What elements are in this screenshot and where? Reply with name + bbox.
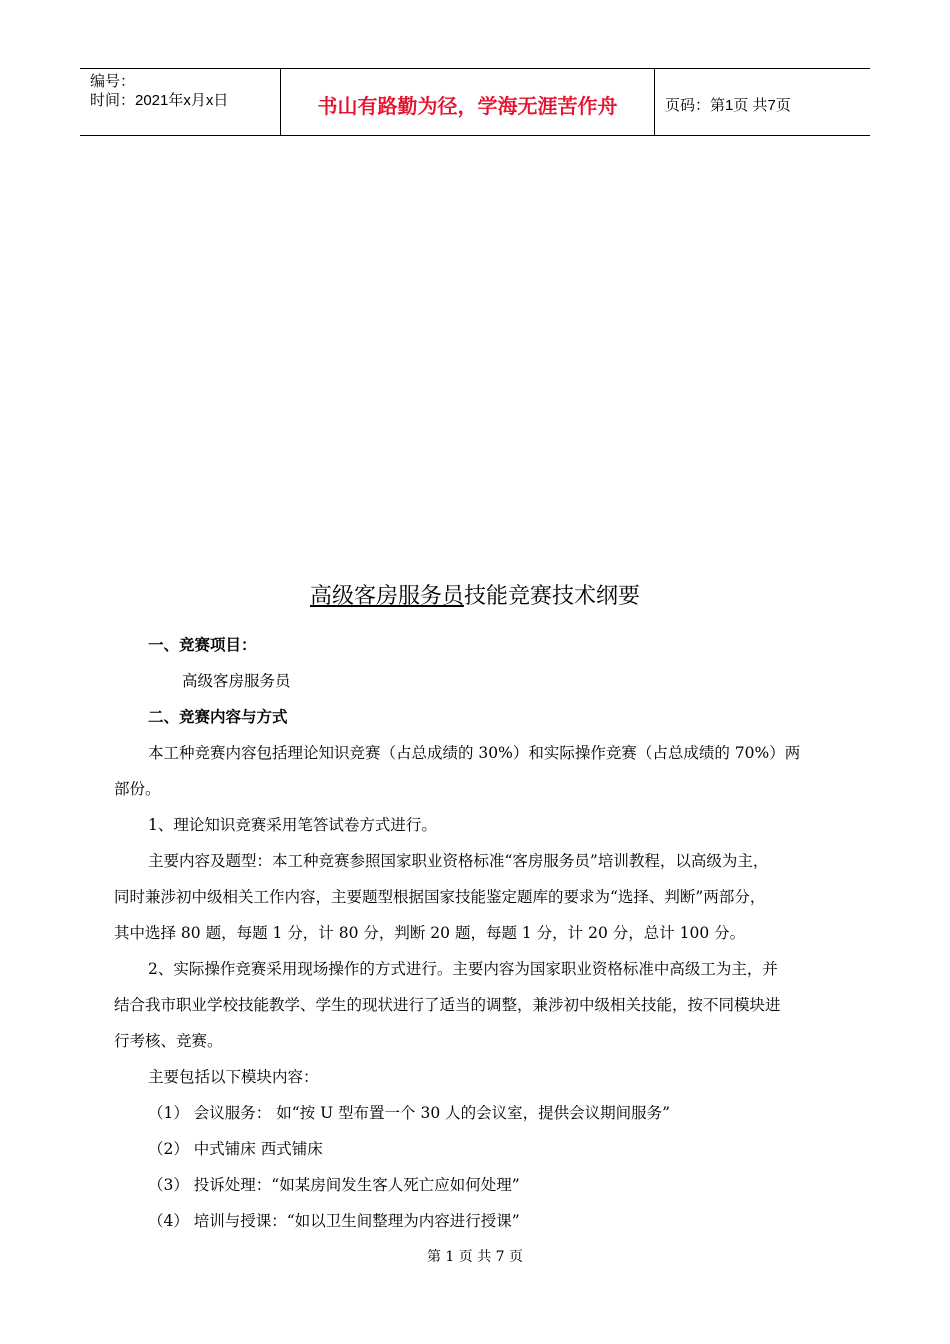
paragraph-line: 行考核、竞赛。 xyxy=(114,1032,223,1050)
header-meta-cell xyxy=(80,69,281,135)
document-title xyxy=(0,582,950,612)
paragraph-line: 主要内容及题型：本工种竞赛参照国家职业资格标准“客房服务员”培训教程，以高级为主， xyxy=(148,852,769,870)
section-heading-2: 二、竞赛内容与方式 xyxy=(148,707,288,726)
title-underlined-part: 高级客房服务员 xyxy=(309,584,464,609)
paragraph-line: 其中选择 80 题，每题 1 分，计 80 分，判断 20 题，每题 1 分，计 20 分，总计 100 分。 xyxy=(114,924,746,942)
number-label: 编号： xyxy=(90,73,136,90)
section-heading-1: 一、竞赛项目： xyxy=(148,635,257,654)
paragraph-line: 2、实际操作竞赛采用现场操作的方式进行。主要内容为国家职业资格标准中高级工为主，并 xyxy=(148,960,778,978)
list-item: （1） 会议服务： 如“按 U 型布置一个 30 人的会议室，提供会议期间服务” xyxy=(148,1104,671,1122)
list-item: （2） 中式铺床 西式铺床 xyxy=(148,1140,323,1158)
page-header-table xyxy=(80,68,870,136)
paragraph-line: 部份。 xyxy=(114,780,161,798)
paragraph-line: 高级客房服务员 xyxy=(182,672,291,690)
paragraph-line: 结合我市职业学校技能教学、学生的现状进行了适当的调整，兼涉初中级相关技能，按不同模块进 xyxy=(114,996,781,1014)
paragraph-line: 主要包括以下模块内容： xyxy=(148,1068,319,1086)
header-page-info: 页码：第1页 共7页 xyxy=(665,96,791,114)
list-item: （4） 培训与授课：“如以卫生间整理为内容进行授课” xyxy=(148,1212,520,1230)
page-footer: 第 1 页 共 7 页 xyxy=(426,1249,524,1265)
header-motto: 书山有路勤为径，学海无涯苦作舟 xyxy=(281,69,655,135)
time-label: 时间：2021年x月x日 xyxy=(90,92,229,109)
title-rest-part: 技能竞赛技术纲要 xyxy=(464,584,641,609)
paragraph-line: 同时兼涉初中级相关工作内容，主要题型根据国家技能鉴定题库的要求为“选择、判断”两部分， xyxy=(114,888,766,906)
list-item: （3） 投诉处理：“如某房间发生客人死亡应如何处理” xyxy=(148,1176,520,1194)
paragraph-line: 1、理论知识竞赛采用笔答试卷方式进行。 xyxy=(148,816,437,834)
paragraph-line: 本工种竞赛内容包括理论知识竞赛（占总成绩的 30%）和实际操作竞赛（占总成绩的 70%）两 xyxy=(148,744,801,762)
